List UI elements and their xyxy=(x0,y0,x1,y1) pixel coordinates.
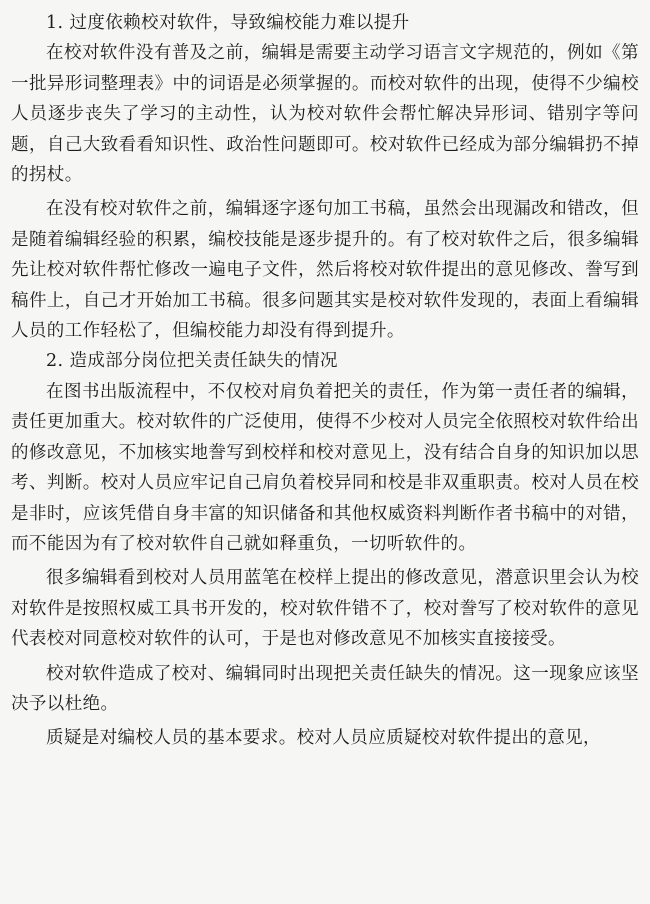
section-2-paragraph-4: 质疑是对编校人员的基本要求。校对人员应质疑校对软件提出的意见， xyxy=(46,728,601,749)
section-2-paragraph-1: 在图书出版流程中，不仅校对肩负着把关的责任，作为第一责任者的编辑，责任更加重大。校对软件的广泛使用，使得不少校对人员完全依照校对软件给出的修改意见，不加核实地誊写到校样和校对意见上，没有结合自身的知识加以思考、判断。校对人员应牢记自己肩负着校异同和校是非双重职责。校对人员在校是非时，应该凭借自身丰富的知识储备和其他权威资料判断作者书稿中的对错，而不能因为有了校对软件自己就如释重负，一切听软件的。 xyxy=(11,381,639,554)
section-2-paragraph-3: 校对软件造成了校对、编辑同时出现把关责任缺失的情况。这一现象应该坚决予以杜绝。 xyxy=(11,663,639,714)
section-2-paragraph-2: 很多编辑看到校对人员用蓝笔在校样上提出的修改意见，潜意识里会认为校对软件是按照权威工具书开发的，校对软件错不了，校对誊写了校对软件的意见代表校对同意校对软件的认可，于是也对修改意见不加核实直接接受。 xyxy=(11,568,639,650)
section-1-paragraph-1: 在校对软件没有普及之前，编辑是需要主动学习语言文字规范的，例如《第一批异形词整理表》中的词语是必须掌握的。而校对软件的出现，使得不少编校人员逐步丧失了学习的主动性，认为校对软件会帮忙解决异形词、错别字等问题，自己大致看看知识性、政治性问题即可。校对软件已经成为部分编辑扔不掉的拐杖。 xyxy=(11,43,639,186)
section-1-paragraph-2: 在没有校对软件之前，编辑逐字逐句加工书稿，虽然会出现漏改和错改，但是随着编辑经验的积累，编校技能是逐步提升的。有了校对软件之后，很多编辑先让校对软件帮忙修改一遍电子文件，然后将校对软件提出的意见修改、誊写到稿件上，自己才开始加工书稿。很多问题其实是校对软件发现的，表面上看编辑人员的工作轻松了，但编校能力却没有得到提升。 xyxy=(11,199,639,342)
section-2-heading: 2. 造成部分岗位把关责任缺失的情况 xyxy=(46,351,338,372)
section-1-heading: 1. 过度依赖校对软件，导致编校能力难以提升 xyxy=(46,13,410,33)
